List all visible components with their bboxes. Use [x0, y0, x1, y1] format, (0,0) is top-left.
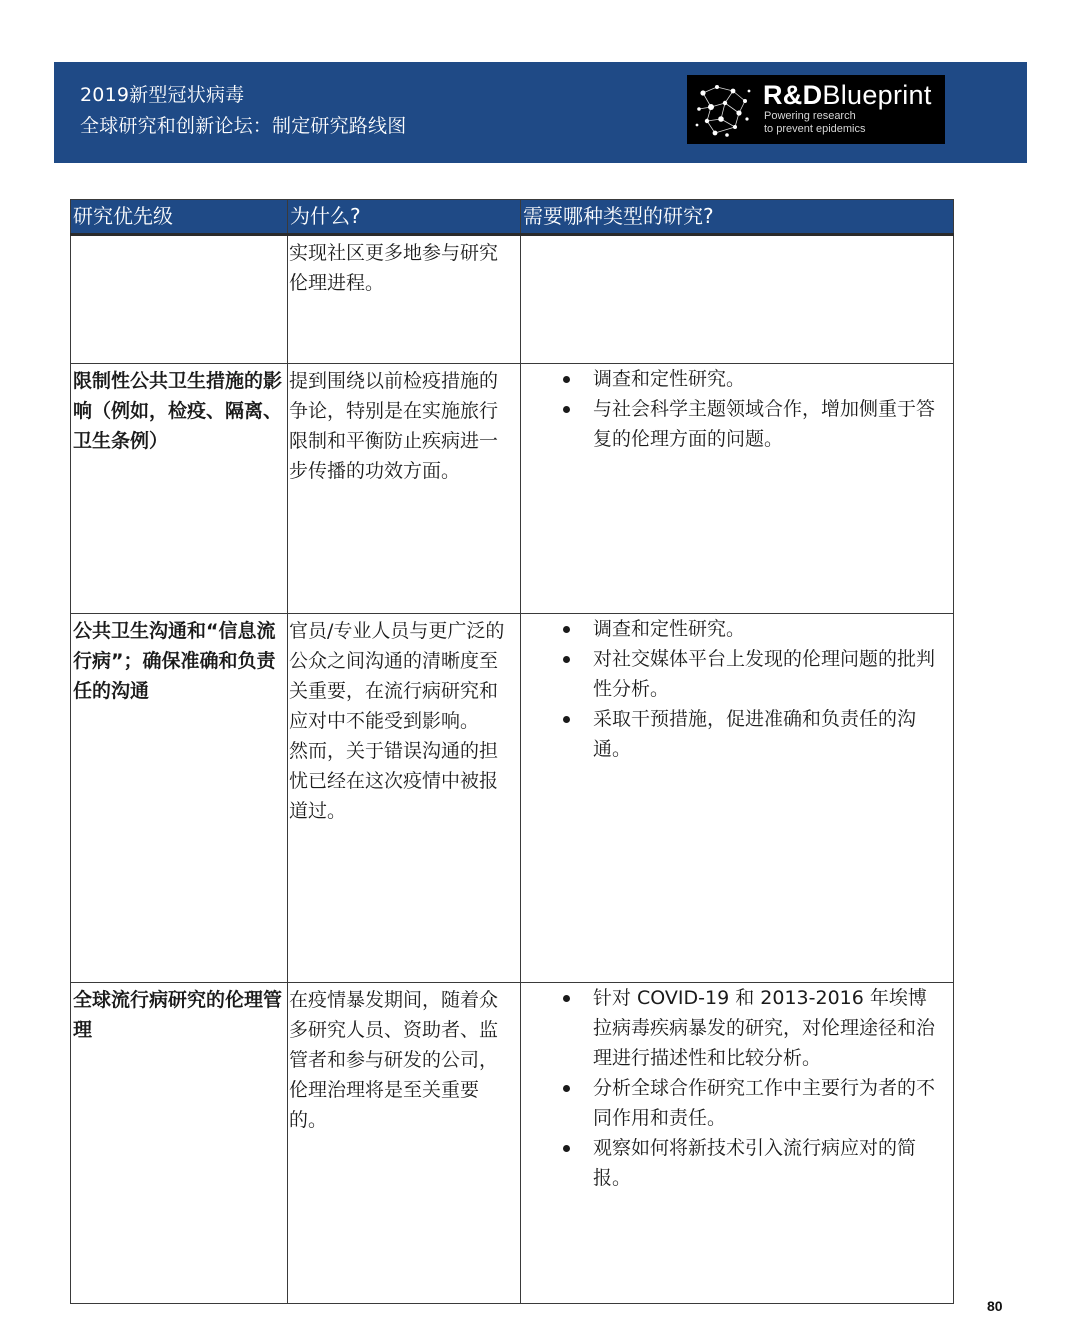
logo-tagline-line2: to prevent epidemics [764, 123, 866, 135]
table-header-row [71, 200, 954, 235]
header-title-line2: 全球研究和创新论坛：制定研究路线图 [80, 115, 407, 137]
list-item: 采取干预措施，促进准确和负责任的沟通。 [593, 704, 939, 764]
what-cell [521, 614, 954, 983]
list-item: 分析全球合作研究工作中主要行为者的不同作用和责任。 [593, 1073, 939, 1133]
table-row [71, 983, 954, 1304]
table-row [71, 364, 954, 614]
priority-cell: 公共卫生沟通和“信息流行病”；确保准确和负责任的沟通 [71, 614, 288, 983]
why-cell: 提到围绕以前检疫措施的争论，特别是在实施旅行限制和平衡防止疾病进一步传播的功效方面。 [288, 364, 521, 614]
what-cell [521, 983, 954, 1304]
priority-cell: 全球流行病研究的伦理管理 [71, 983, 288, 1304]
list-item: 与社会科学主题领域合作，增加侧重于答复的伦理方面的问题。 [593, 394, 939, 454]
list-item: 观察如何将新技术引入流行病应对的简报。 [593, 1133, 939, 1193]
priority-cell [71, 235, 288, 364]
why-paragraph: 官员/专业人员与更广泛的公众之间沟通的清晰度至关重要，在流行病研究和应对中不能受到影响。 [289, 620, 505, 732]
network-dots-icon [693, 79, 755, 141]
why-cell: 在疫情暴发期间，随着众多研究人员、资助者、监管者和参与研发的公司，伦理治理将是至关重要的。 [288, 983, 521, 1304]
logo-brand-bold: R&D [763, 80, 823, 110]
rd-blueprint-logo [687, 75, 945, 144]
list-item: 调查和定性研究。 [593, 364, 939, 394]
research-type-list [521, 983, 939, 1193]
logo-tagline-line1: Powering research [764, 110, 856, 122]
column-header-why: 为什么? [288, 200, 521, 235]
why-cell: 实现社区更多地参与研究伦理进程。 [288, 235, 521, 364]
why-paragraph: 然而，关于错误沟通的担忧已经在这次疫情中被报道过。 [289, 740, 499, 822]
document-header [54, 62, 1027, 163]
column-header-what: 需要哪种类型的研究? [521, 200, 954, 235]
research-type-list [521, 614, 939, 764]
list-item: 对社交媒体平台上发现的伦理问题的批判性分析。 [593, 644, 939, 704]
list-item: 调查和定性研究。 [593, 614, 939, 644]
logo-brand-rest: Blueprint [822, 80, 932, 110]
research-type-list [521, 364, 939, 454]
page-number: 80 [987, 1298, 1003, 1314]
priority-cell: 限制性公共卫生措施的影响（例如，检疫、隔离、卫生条例） [71, 364, 288, 614]
logo-brand [763, 78, 932, 112]
table-row [71, 614, 954, 983]
header-title-line1: 2019新型冠状病毒 [80, 84, 245, 106]
why-cell [288, 614, 521, 983]
what-cell [521, 235, 954, 364]
logo-tagline [764, 110, 866, 136]
column-header-priority: 研究优先级 [71, 200, 288, 235]
header-title [80, 80, 406, 142]
what-cell [521, 364, 954, 614]
research-priorities-table [70, 199, 954, 1304]
table-row [71, 235, 954, 364]
list-item: 针对 COVID-19 和 2013-2016 年埃博拉病毒疾病暴发的研究，对伦理途径和治理进行描述性和比较分析。 [593, 983, 939, 1073]
